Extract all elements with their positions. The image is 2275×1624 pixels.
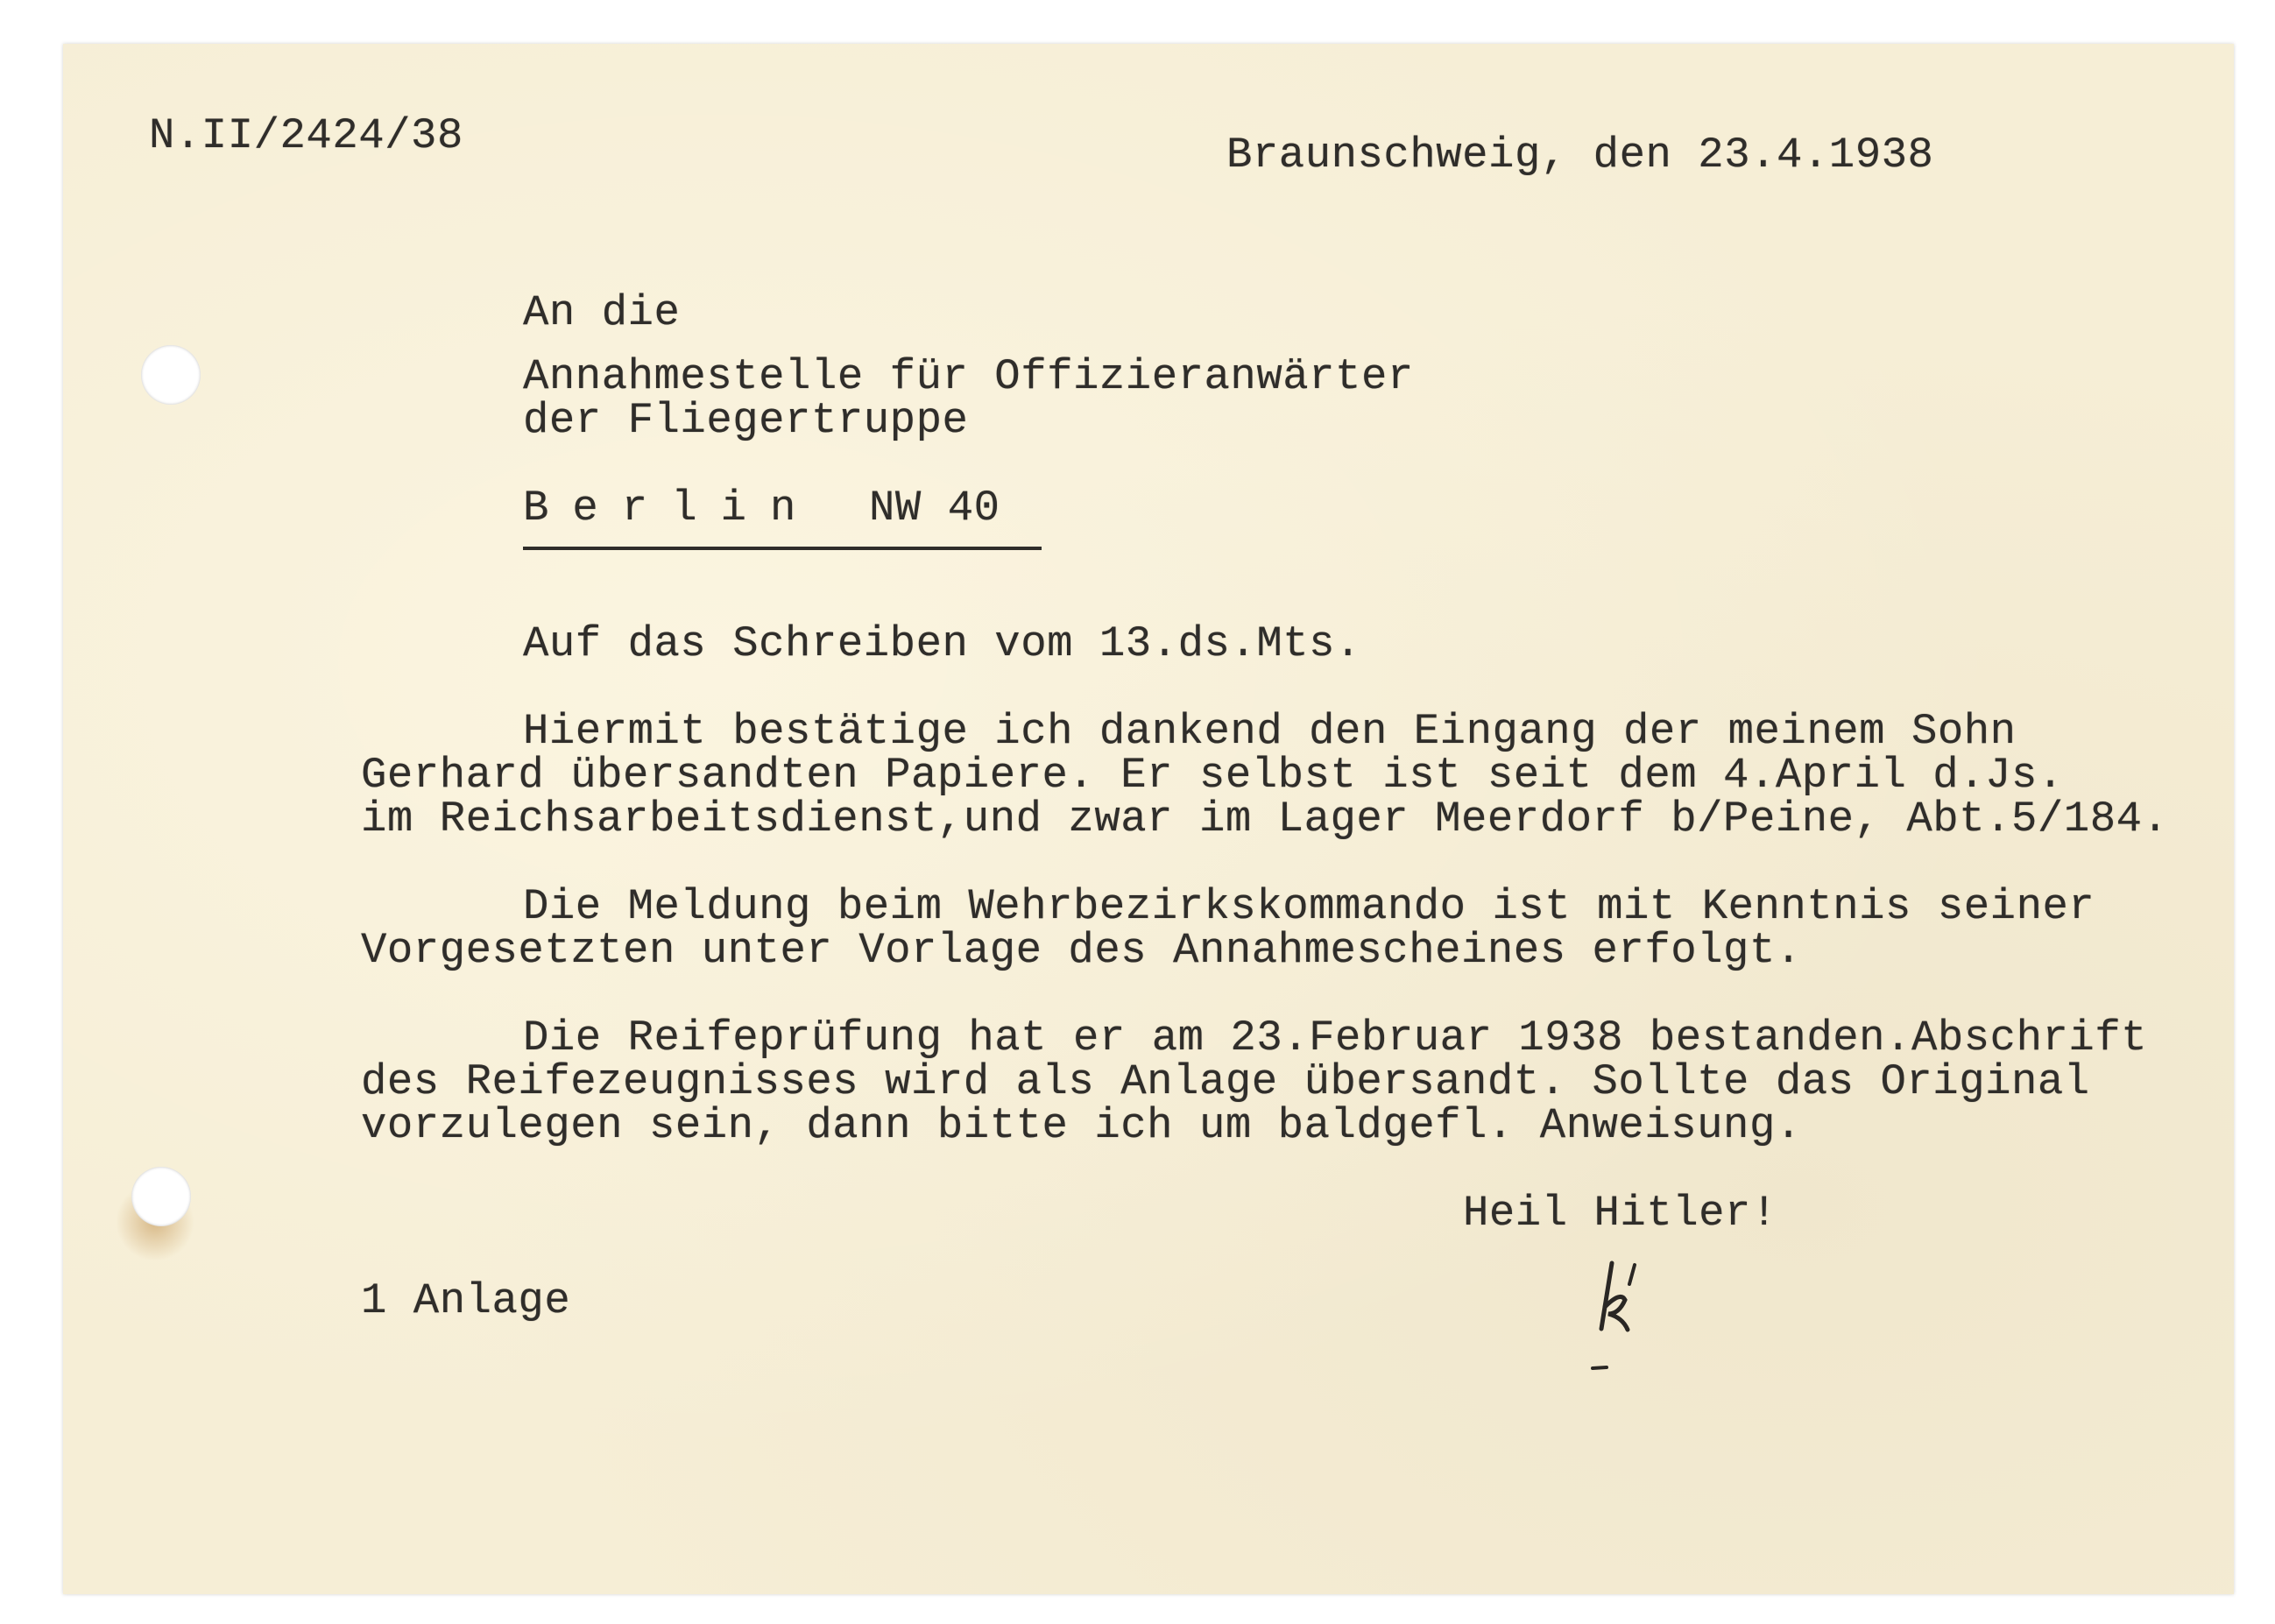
letter-sheet <box>63 44 2234 1594</box>
handwritten-signature <box>1586 1246 1691 1386</box>
punch-hole-top <box>141 345 201 405</box>
paragraph-3-line-1: Die Reifeprüfung hat er am 23.Februar 1938 bestanden.Abschrift <box>523 1013 2148 1063</box>
paragraph-2-line-2: Vorgesetzten unter Vorlage des Annahmescheines erfolgt. <box>361 926 1802 975</box>
paragraph-1-line-2: Gerhard übersandten Papiere. Er selbst ist seit dem 4.April d.Js. <box>361 751 2064 800</box>
address-salutation: An die <box>523 288 681 337</box>
paragraph-1-line-3: im Reichsarbeitsdienst,und zwar im Lager Meerdorf b/Peine, Abt.5/184. <box>361 794 2169 844</box>
address-city: Berlin <box>523 484 820 533</box>
address-line-1: Annahmestelle für Offizieranwärter <box>523 352 1414 401</box>
paragraph-3-line-2: des Reifezeugnisses wird als Anlage übersandt. Sollte das Original <box>361 1057 2090 1106</box>
place-and-date: Braunschweig, den 23.4.1938 <box>1226 131 1934 180</box>
reference-number: N.II/2424/38 <box>149 111 463 160</box>
paragraph-3-line-3: vorzulegen sein, dann bitte ich um baldgefl. Anweisung. <box>361 1101 1802 1150</box>
address-underline <box>523 547 1042 550</box>
paragraph-2-line-1: Die Meldung beim Wehrbezirkskommando ist mit Kenntnis seiner <box>523 882 2095 931</box>
subject-line: Auf das Schreiben vom 13.ds.Mts. <box>523 619 1361 668</box>
punch-hole-bottom <box>131 1167 191 1226</box>
address-line-2: der Fliegertruppe <box>523 396 969 445</box>
paragraph-1-line-1: Hiermit bestätige ich dankend den Eingang der meinem Sohn <box>523 707 2017 756</box>
enclosure-note: 1 Anlage <box>361 1276 571 1325</box>
closing-greeting: Heil Hitler! <box>1463 1189 1777 1238</box>
address-district: NW 40 <box>869 484 1000 533</box>
